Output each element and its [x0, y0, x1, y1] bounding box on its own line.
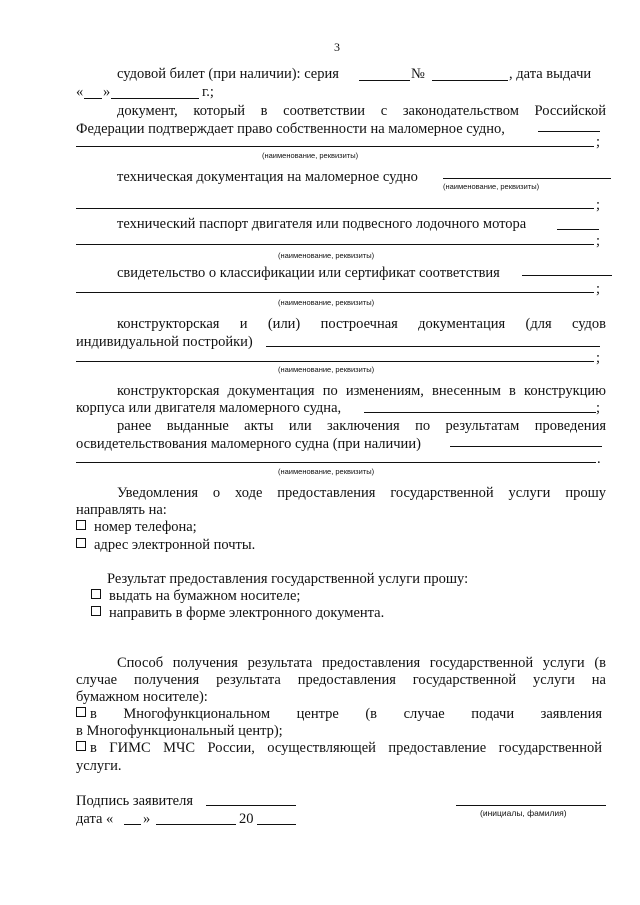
ownership-doc-caption: (наименование, реквизиты): [262, 151, 359, 160]
number-sign: №: [411, 66, 425, 82]
result-paper-option[interactable]: [91, 587, 300, 605]
notifications-line1: Уведомления о ходе предоставления государственной услуги прошу: [117, 485, 606, 501]
quote-open: «: [76, 84, 84, 100]
engine-passport-field-a[interactable]: [557, 229, 599, 230]
receipt-gims-label: в ГИМС МЧС России, осуществляющей предоставление государственной: [90, 740, 602, 756]
classification-caption: (наименование, реквизиты): [278, 298, 375, 307]
design-docs-line1: конструкторская и (или) построечная документация (для судов: [117, 316, 606, 332]
date-day-field[interactable]: [124, 824, 141, 825]
period: .: [597, 451, 601, 467]
quote-close: »: [103, 84, 111, 100]
receipt-line2: случае получения результата предоставления государственной услуги на: [76, 672, 606, 688]
modification-docs-line2: корпуса или двигателя маломерного судна,: [76, 400, 342, 416]
semicolon: ;: [596, 197, 601, 213]
notify-email-option[interactable]: [76, 536, 255, 554]
classification-field-a[interactable]: [522, 275, 612, 276]
issue-month-field[interactable]: [111, 98, 199, 99]
receipt-mfc-label: в Многофункциональном центре (в случае подачи заявления: [90, 706, 602, 722]
checkbox-mfc[interactable]: [76, 707, 86, 717]
design-docs-field-b[interactable]: [76, 361, 594, 362]
notify-email-label: адрес электронной почты.: [94, 537, 256, 553]
ship-ticket-label: судовой билет (при наличии): серия: [117, 66, 339, 82]
previous-acts-field-b[interactable]: [76, 462, 596, 463]
design-docs-line2: индивидуальной постройки): [76, 334, 253, 350]
receipt-line3: бумажном носителе):: [76, 689, 208, 705]
result-heading: Результат предоставления государственной услуги прошу:: [107, 571, 469, 587]
notifications-line2: направлять на:: [76, 502, 167, 518]
date-year-field[interactable]: [257, 824, 296, 825]
series-field[interactable]: [359, 80, 410, 81]
receipt-gims-label-cont: услуги.: [76, 758, 122, 774]
previous-acts-caption: (наименование, реквизиты): [278, 467, 375, 476]
notify-phone-label: номер телефона;: [94, 519, 197, 535]
semicolon: ;: [596, 400, 601, 416]
receipt-mfc-option[interactable]: [76, 705, 606, 723]
initials-caption: (инициалы, фамилия): [480, 808, 567, 818]
tech-docs-field-b[interactable]: [76, 208, 594, 209]
year-suffix: г.;: [202, 84, 214, 100]
semicolon: ;: [596, 281, 601, 297]
tech-docs-caption: (наименование, реквизиты): [443, 182, 540, 191]
page-number: 3: [334, 40, 340, 54]
engine-passport-field-b[interactable]: [76, 244, 594, 245]
previous-acts-field-a[interactable]: [450, 446, 602, 447]
issue-day-field[interactable]: [84, 98, 102, 99]
checkbox-email[interactable]: [76, 538, 86, 548]
result-electronic-option[interactable]: [91, 604, 384, 622]
engine-passport-caption: (наименование, реквизиты): [278, 251, 375, 260]
receipt-gims-option[interactable]: [76, 739, 606, 757]
engine-passport-label: технический паспорт двигателя или подвесного лодочного мотора: [117, 216, 527, 232]
year-prefix: 20: [239, 811, 254, 827]
design-docs-caption: (наименование, реквизиты): [278, 365, 375, 374]
ownership-doc-field-a[interactable]: [538, 131, 600, 132]
checkbox-electronic[interactable]: [91, 606, 101, 616]
signature-field[interactable]: [206, 805, 296, 806]
semicolon: ;: [596, 233, 601, 249]
receipt-line1: Способ получения результата предоставления государственной услуги (в: [117, 655, 606, 671]
modification-docs-field[interactable]: [364, 412, 596, 413]
tech-docs-field-a[interactable]: [443, 178, 611, 179]
design-docs-field-a[interactable]: [266, 346, 600, 347]
classification-label: свидетельство о классификации или сертификат соответствия: [117, 265, 500, 281]
previous-acts-line2: освидетельствования маломерного судна (при наличии): [76, 436, 421, 452]
receipt-mfc-label-cont: в Многофункциональный центр);: [76, 723, 283, 739]
checkbox-gims[interactable]: [76, 741, 86, 751]
ownership-doc-line1: документ, который в соответствии с законодательством Российской: [117, 103, 606, 119]
notify-phone-option[interactable]: [76, 518, 197, 536]
result-electronic-label: направить в форме электронного документа.: [109, 605, 385, 621]
checkbox-paper[interactable]: [91, 589, 101, 599]
previous-acts-line1: ранее выданные акты или заключения по результатам проведения: [117, 418, 606, 434]
date-month-field[interactable]: [156, 824, 236, 825]
date-label: дата «: [76, 811, 114, 827]
result-paper-label: выдать на бумажном носителе;: [109, 588, 301, 604]
ticket-number-field[interactable]: [432, 80, 508, 81]
tech-docs-label: техническая документация на маломерное судно: [117, 169, 418, 185]
ownership-doc-field-b[interactable]: [76, 146, 594, 147]
ownership-doc-line2: Федерации подтверждает право собственности на маломерное судно,: [76, 121, 505, 137]
checkbox-phone[interactable]: [76, 520, 86, 530]
semicolon: ;: [596, 134, 601, 150]
date-quote-close: »: [143, 811, 151, 827]
classification-field-b[interactable]: [76, 292, 594, 293]
issue-date-label: , дата выдачи: [509, 66, 592, 82]
semicolon: ;: [596, 350, 601, 366]
initials-field[interactable]: [456, 805, 606, 806]
modification-docs-line1: конструкторская документация по изменениям, внесенным в конструкцию: [117, 383, 606, 399]
signature-label: Подпись заявителя: [76, 793, 193, 809]
